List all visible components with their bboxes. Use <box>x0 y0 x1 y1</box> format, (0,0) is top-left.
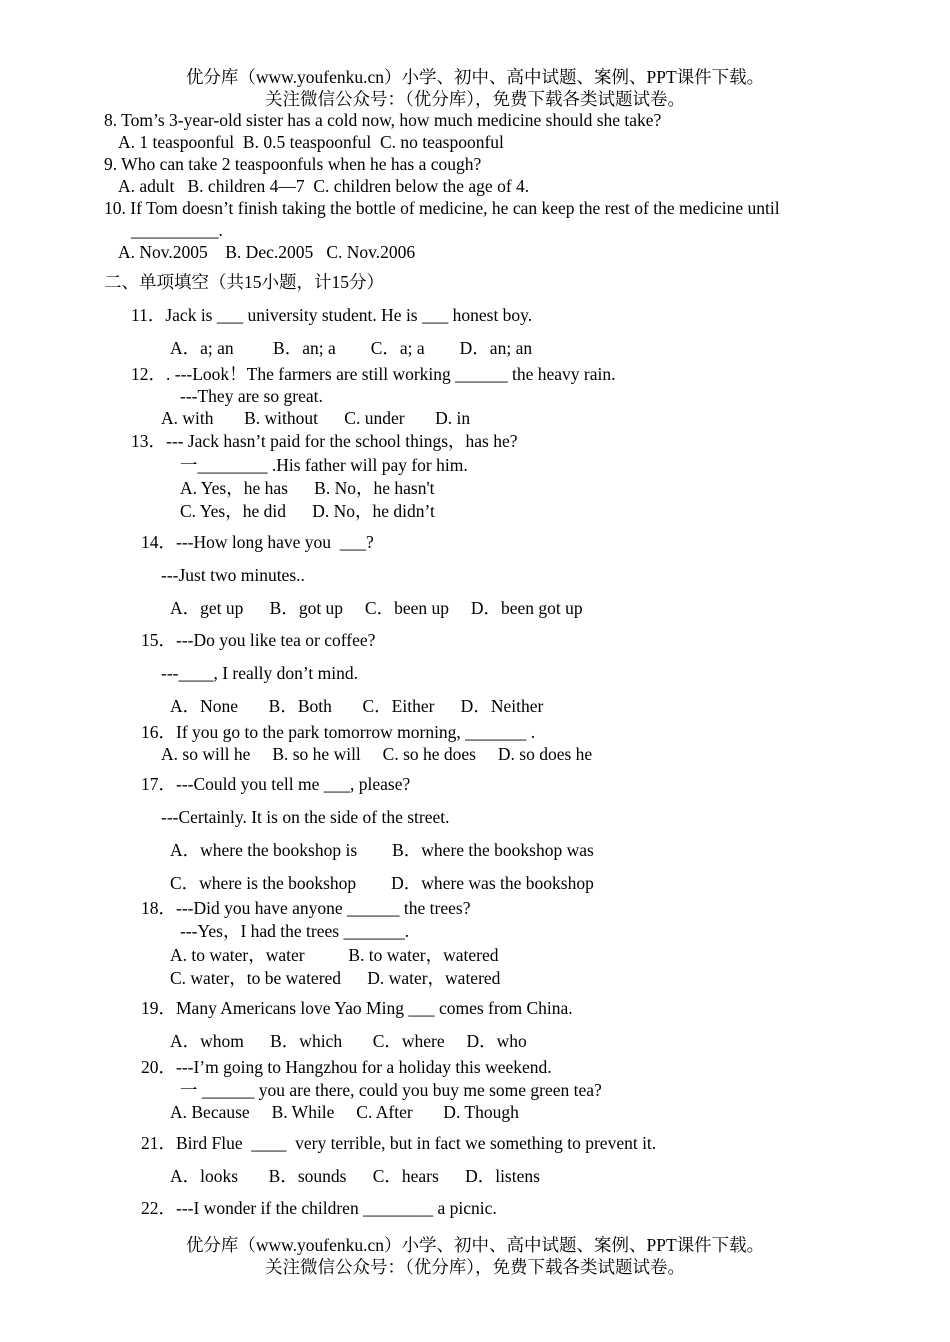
q19-options: A．whom B．which C．where D．who <box>170 1031 527 1051</box>
q16-options: A. so will he B. so he will C. so he does D. so does he <box>161 744 593 764</box>
q11-options: A．a; an B．an; a C．a; a D．an; an <box>170 338 533 358</box>
q19-stem: 19．Many Americans love Yao Ming ___ comes from China. <box>141 998 573 1018</box>
footer-line-2: 关注微信公众号：（优分库），免费下载各类试题试卷。 <box>265 1257 685 1277</box>
q10-stem: 10. If Tom doesn’t finish taking the bottle of medicine, he can keep the rest of the medicine until <box>104 198 780 218</box>
q12-reply: ---They are so great. <box>180 386 323 406</box>
q13-options-2: C. Yes，he did D. No，he didn’t <box>180 501 435 521</box>
q18-reply: ---Yes，I had the trees _______. <box>180 921 410 941</box>
header-line-1: 优分库（www.youfenku.cn）小学、初中、高中试题、案例、PPT课件下载。 <box>185 67 765 87</box>
q20-stem: 20．---I’m going to Hangzhou for a holiday this weekend. <box>141 1057 552 1077</box>
q12-stem: 12．. ---Look！The farmers are still working ______ the heavy rain. <box>131 364 616 384</box>
q10-options: A. Nov.2005 B. Dec.2005 C. Nov.2006 <box>118 242 416 262</box>
q18-options-1: A. to water，water B. to water，watered <box>170 945 499 965</box>
q11-stem: 11．Jack is ___ university student. He is ___ honest boy. <box>131 305 533 325</box>
q16-stem: 16．If you go to the park tomorrow morning, _______ . <box>141 722 536 742</box>
q18-options-2: C. water，to be watered D. water，watered <box>170 968 501 988</box>
q15-reply: ---____, I really don’t mind. <box>161 663 358 683</box>
footer-line-1: 优分库（www.youfenku.cn）小学、初中、高中试题、案例、PPT课件下载。 <box>185 1235 765 1255</box>
q17-options-1: A．where the bookshop is B．where the bookshop was <box>170 840 594 860</box>
q21-options: A．looks B．sounds C．hears D．listens <box>170 1166 540 1186</box>
q14-reply: ---Just two minutes.. <box>161 565 305 585</box>
q22-stem: 22．---I wonder if the children ________ a picnic. <box>141 1198 497 1218</box>
q12-options: A. with B. without C. under D. in <box>161 408 471 428</box>
q20-options: A. Because B. While C. After D. Though <box>170 1102 519 1122</box>
q13-reply: 一________ .His father will pay for him. <box>180 455 468 475</box>
header-line-2: 关注微信公众号：（优分库），免费下载各类试题试卷。 <box>265 89 685 109</box>
q17-reply: ---Certainly. It is on the side of the street. <box>161 807 450 827</box>
q9-stem: 9. Who can take 2 teaspoonfuls when he has a cough? <box>104 154 482 174</box>
q15-options: A．None B．Both C．Either D．Neither <box>170 696 544 716</box>
q21-stem: 21．Bird Flue ____ very terrible, but in fact we something to prevent it. <box>141 1133 657 1153</box>
q13-stem: 13．--- Jack hasn’t paid for the school things，has he? <box>131 431 518 451</box>
q8-stem: 8. Tom’s 3-year-old sister has a cold now, how much medicine should she take? <box>104 110 662 130</box>
q13-options-1: A. Yes，he has B. No，he hasn't <box>180 478 435 498</box>
q17-stem: 17．---Could you tell me ___, please? <box>141 774 411 794</box>
q15-stem: 15．---Do you like tea or coffee? <box>141 630 376 650</box>
section-heading: 二、单项填空（共15小题，计15分） <box>104 272 384 292</box>
q10-blank: __________. <box>131 220 223 240</box>
q14-stem: 14．---How long have you ___? <box>141 532 374 552</box>
q18-stem: 18．---Did you have anyone ______ the trees? <box>141 898 471 918</box>
q8-options: A. 1 teaspoonful B. 0.5 teaspoonful C. no teaspoonful <box>118 132 504 152</box>
q9-options: A. adult B. children 4—7 C. children below the age of 4. <box>118 176 530 196</box>
q20-reply: 一 ______ you are there, could you buy me some green tea? <box>180 1080 602 1100</box>
q14-options: A．get up B．got up C．been up D．been got up <box>170 598 583 618</box>
q17-options-2: C．where is the bookshop D．where was the bookshop <box>170 873 594 893</box>
